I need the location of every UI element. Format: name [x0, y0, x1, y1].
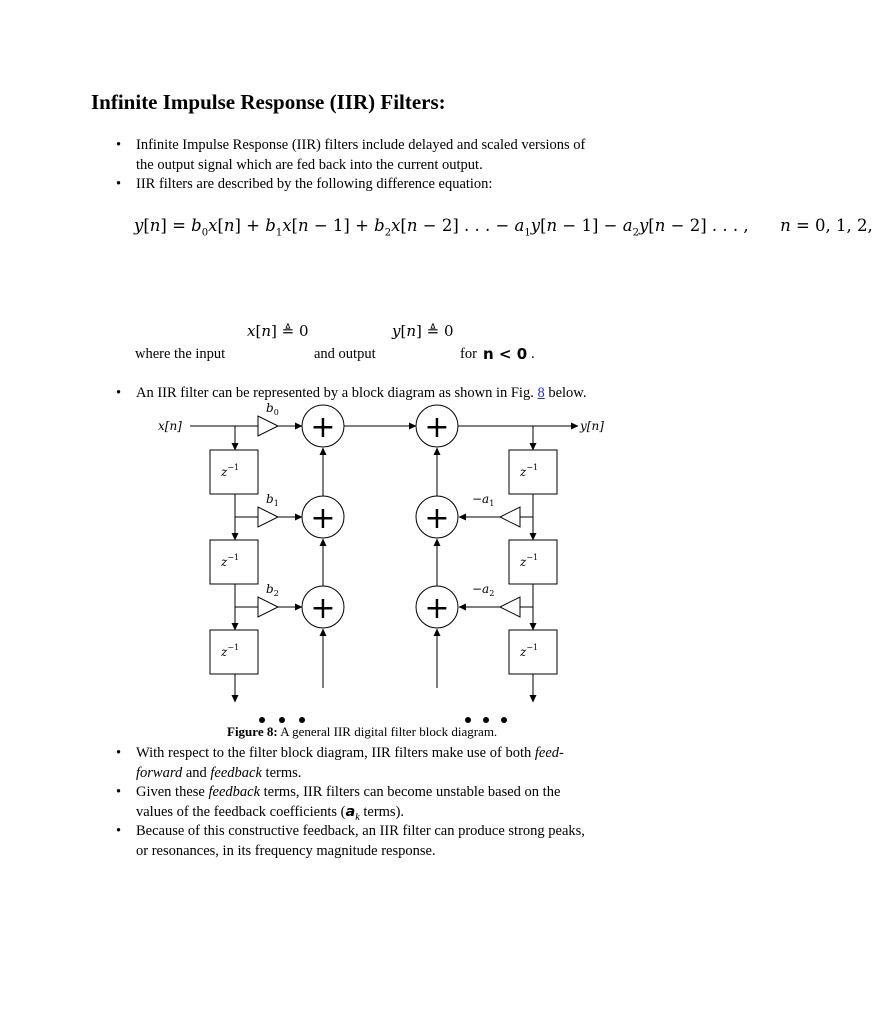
delay-label: $z^{-1}$ — [221, 553, 240, 569]
text-segment: k — [355, 811, 360, 823]
text-segment: below. — [548, 385, 587, 401]
text-segment: feedback — [208, 784, 261, 800]
gain-b2 — [258, 597, 278, 617]
output-label: y[n] — [580, 419, 604, 433]
gain-b1 — [258, 507, 278, 527]
list-item-text — [136, 136, 585, 175]
text-segment: terms. — [261, 764, 302, 781]
list-item-text — [136, 822, 585, 861]
text-line: or resonances, in its frequency magnitude response. — [136, 842, 436, 859]
delay-label: $z^{-1}$ — [520, 643, 539, 659]
period-text: . — [531, 346, 535, 362]
input-label: x[n] — [158, 419, 182, 433]
text-segment: and — [182, 764, 211, 781]
delay-label: $z^{-1}$ — [221, 643, 240, 659]
page-title: Infinite Impulse Response (IIR) Filters: — [91, 90, 446, 114]
text-line: Because of this constructive feedback, an IIR filter can produce strong peaks, — [136, 823, 585, 839]
a1-label: $-a_1$ — [472, 492, 495, 508]
adder-plus: + — [424, 410, 450, 445]
list-item-text: IIR filters are described by the following difference equation: — [136, 176, 493, 192]
bullet-marker: • — [116, 745, 122, 761]
figure-caption — [227, 724, 497, 740]
and-output-text: and output — [314, 346, 376, 362]
bullet-marker: • — [116, 176, 122, 192]
input-zero-condition: x[n] ≜ 0 — [247, 322, 309, 340]
b2-label: $b_2$ — [266, 582, 279, 598]
text-segment: feedback — [210, 764, 262, 781]
text-segment: forward — [136, 764, 183, 781]
text-segment: terms). — [359, 803, 405, 820]
text-segment: feed- — [534, 745, 564, 761]
adder-plus: + — [310, 501, 336, 536]
delay-label: $z^{-1}$ — [520, 553, 539, 569]
gain-a1 — [500, 507, 520, 527]
b1-label: $b_1$ — [266, 492, 279, 508]
n-condition: n < 0 — [483, 345, 528, 363]
a2-label: $-a_2$ — [472, 582, 495, 598]
text-line: the output signal which are fed back into the current output. — [136, 156, 483, 173]
list-item-text — [136, 744, 564, 783]
where-input-text: where the input — [135, 346, 226, 362]
difference-equation: $y[n] = b_0x[n] + b_1x[n - 1] + b_2x[n - 2]$ . . . − $a_1y[n - 1] - a_2y[n - 2]$ . . . , n = 0, 1, 2, — [134, 216, 873, 239]
adder-plus: + — [424, 591, 450, 626]
iir-block-diagram — [150, 398, 620, 728]
bullet-marker: • — [116, 137, 122, 153]
adder-plus: + — [310, 591, 336, 626]
text-segment: terms, IIR filters can become unstable based on the — [260, 784, 561, 800]
bullet-marker: • — [116, 784, 122, 800]
continuation-dots — [259, 717, 507, 723]
gain-a2 — [500, 597, 520, 617]
text-segment: With respect to the filter block diagram, IIR filters make use of both — [136, 745, 535, 761]
caption-text: A general IIR digital filter block diagram. — [280, 724, 498, 739]
text-segment: a — [345, 803, 356, 820]
delay-label: $z^{-1}$ — [520, 463, 539, 479]
delay-block — [509, 450, 557, 494]
adder-plus: + — [310, 410, 336, 445]
caption-label: Figure 8: — [227, 724, 278, 739]
delay-block — [210, 540, 258, 584]
delay-block — [210, 450, 258, 494]
delay-block — [509, 630, 557, 674]
bullet-marker: • — [116, 823, 122, 839]
delay-block — [509, 540, 557, 584]
for-text: for — [460, 346, 477, 362]
bullet-marker: • — [116, 385, 122, 401]
delay-label: $z^{-1}$ — [221, 463, 240, 479]
gain-b0 — [258, 416, 278, 436]
b0-label: $b_0$ — [266, 401, 279, 417]
delay-block — [210, 630, 258, 674]
output-zero-condition: y[n] ≜ 0 — [392, 322, 454, 340]
text-segment: values of the feedback coefficients ( — [136, 803, 346, 820]
text-segment: Given these — [136, 784, 209, 800]
list-item-text — [136, 783, 560, 827]
adder-plus: + — [424, 501, 450, 536]
figure-link[interactable]: 8 — [537, 385, 545, 401]
text-segment: An IIR filter can be represented by a block diagram as shown in Fig. — [136, 385, 534, 401]
text-line: Infinite Impulse Response (IIR) filters include delayed and scaled versions of — [136, 137, 586, 153]
